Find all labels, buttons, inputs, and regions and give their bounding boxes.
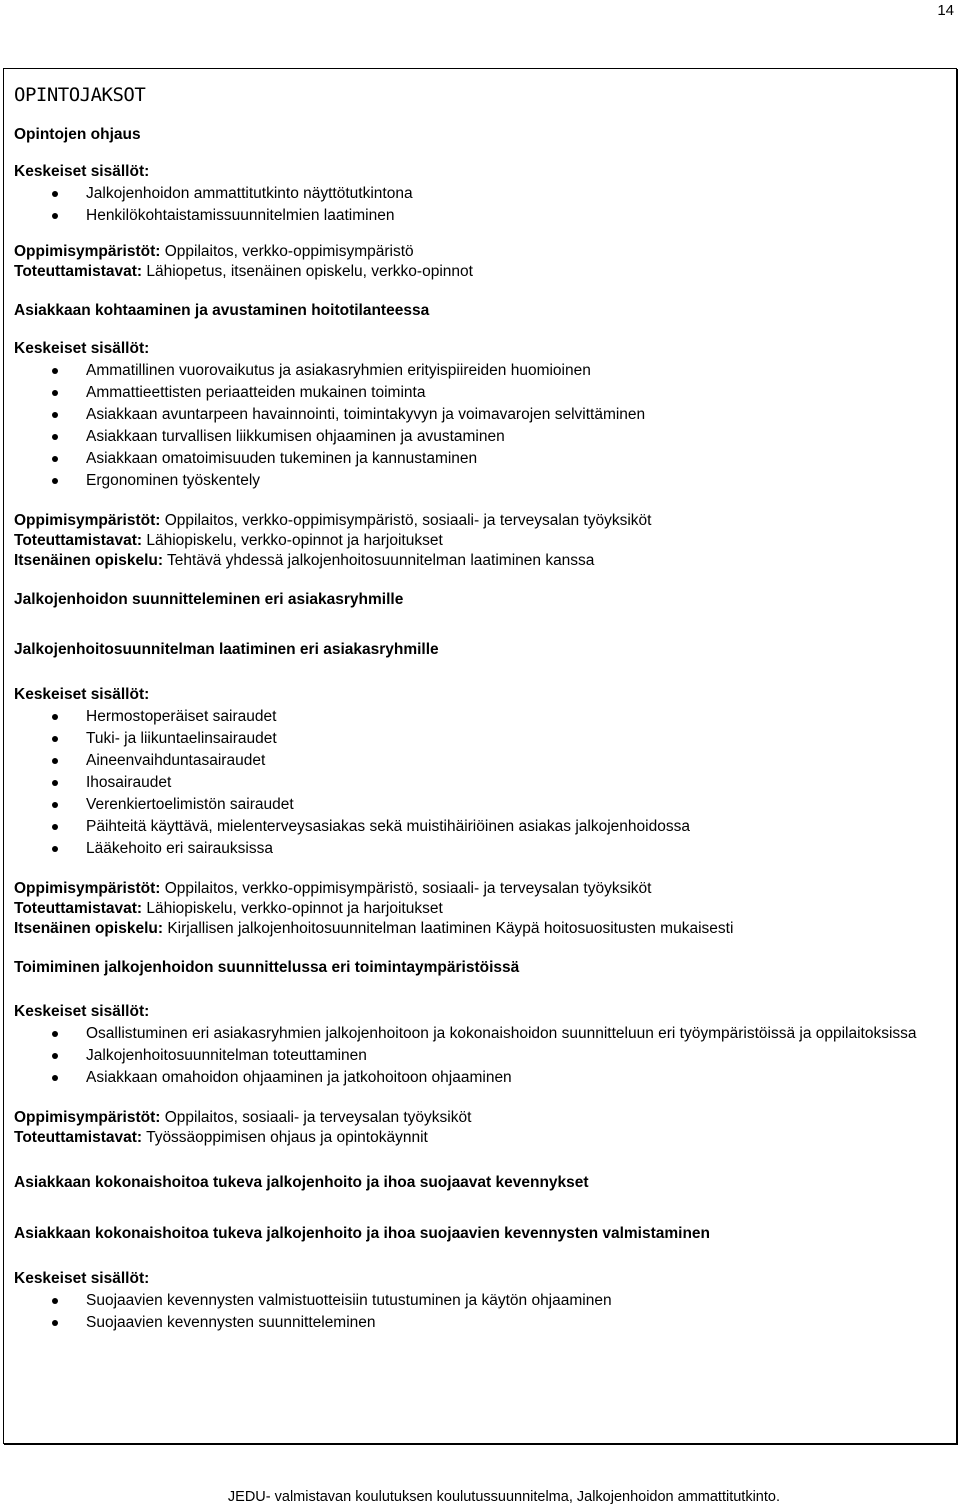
list-item: Asiakkaan omatoimisuuden tukeminen ja kannustaminen — [14, 448, 939, 470]
bullet-icon — [52, 390, 58, 396]
bullet-icon — [52, 780, 58, 786]
key-content-list — [14, 183, 939, 227]
bullet-icon — [52, 1298, 58, 1304]
content-inner — [14, 82, 939, 1334]
learning-environments — [14, 242, 939, 262]
implementation-methods — [14, 1128, 939, 1148]
independent-study-value: Tehtävä yhdessä jalkojenhoitosuunnitelman laatiminen kanssa — [167, 552, 595, 569]
independent-study-label: Itsenäinen opiskelu: — [14, 552, 164, 569]
learning-environments-value: Oppilaitos, verkko-oppimisympäristö, sosiaali- ja terveysalan työyksiköt — [164, 512, 652, 529]
list-item: Ammatillinen vuorovaikutus ja asiakasryhmien erityispiireiden huomioinen — [14, 360, 939, 382]
course-jalkojenhoitosuunnitelman-laatiminen — [14, 639, 939, 939]
course-title: Toimiminen jalkojenhoidon suunnittelussa eri toimintaympäristöissä — [14, 959, 520, 976]
page-number: 14 — [937, 2, 954, 19]
list-item: Ihosairaudet — [14, 772, 939, 794]
key-content-list — [14, 360, 939, 492]
list-item: Asiakkaan omahoidon ohjaaminen ja jatkohoitoon ohjaaminen — [14, 1067, 939, 1089]
implementation-methods-label: Toteuttamistavat: — [14, 1129, 143, 1146]
implementation-methods-value: Lähiopiskelu, verkko-opinnot ja harjoitukset — [146, 532, 443, 549]
key-content-label: Keskeiset sisällöt: — [14, 340, 150, 357]
key-content-label: Keskeiset sisällöt: — [14, 686, 150, 703]
list-item: Suojaavien kevennysten suunnitteleminen — [14, 1312, 939, 1334]
list-item: Verenkiertoelimistön sairaudet — [14, 794, 939, 816]
course-jalkojenhoidon-suunnitteleminen — [14, 589, 939, 611]
course-kevennysten-valmistaminen — [14, 1223, 939, 1334]
course-title: Asiakkaan kokonaishoitoa tukeva jalkojenhoito ja ihoa suojaavat kevennykset — [14, 1174, 589, 1191]
course-asiakkaan-kohtaaminen — [14, 300, 939, 571]
list-item: Päihteitä käyttävä, mielenterveysasiakas sekä muistihäiriöinen asiakas jalkojenhoidossa — [14, 816, 939, 838]
course-title: Jalkojenhoidon suunnitteleminen eri asiakasryhmille — [14, 591, 404, 608]
course-opintojen-ohjaus — [14, 124, 939, 282]
bullet-icon — [52, 1320, 58, 1326]
list-item: Henkilökohtaistamissuunnitelmien laatiminen — [14, 205, 939, 227]
bullet-icon — [52, 368, 58, 374]
bullet-icon — [52, 824, 58, 830]
implementation-methods-value: Lähiopetus, itsenäinen opiskelu, verkko-opinnot — [146, 263, 473, 280]
course-kokonaishoitoa-tukeva-jalkojenhoito — [14, 1172, 939, 1194]
bullet-icon — [52, 191, 58, 197]
list-item: Suojaavien kevennysten valmistuotteisiin tutustuminen ja käytön ohjaaminen — [14, 1290, 939, 1312]
bullet-icon — [52, 213, 58, 219]
independent-study-label: Itsenäinen opiskelu: — [14, 920, 164, 937]
learning-environments-label: Oppimisympäristöt: — [14, 880, 161, 897]
learning-environments-value: Oppilaitos, sosiaali- ja terveysalan työyksiköt — [164, 1109, 472, 1126]
doc-title: OPINTOJAKSOT — [14, 84, 146, 106]
list-item: Asiakkaan turvallisen liikkumisen ohjaaminen ja avustaminen — [14, 426, 939, 448]
learning-environments — [14, 511, 939, 531]
learning-environments-label: Oppimisympäristöt: — [14, 243, 161, 260]
list-item: Jalkojenhoitosuunnitelman toteuttaminen — [14, 1045, 939, 1067]
bullet-icon — [52, 1075, 58, 1081]
list-item: Asiakkaan avuntarpeen havainnointi, toimintakyvyn ja voimavarojen selvittäminen — [14, 404, 939, 426]
implementation-methods-label: Toteuttamistavat: — [14, 263, 143, 280]
independent-study-value: Kirjallisen jalkojenhoitosuunnitelman laatiminen Käypä hoitosuositusten mukaisesti — [167, 920, 734, 937]
list-item: Lääkehoito eri sairauksissa — [14, 838, 939, 860]
learning-environments-label: Oppimisympäristöt: — [14, 1109, 161, 1126]
key-content-list — [14, 1023, 939, 1089]
independent-study — [14, 551, 939, 571]
bullet-icon — [52, 736, 58, 742]
bullet-icon — [52, 846, 58, 852]
learning-environments — [14, 1108, 939, 1128]
bullet-icon — [52, 714, 58, 720]
list-item: Hermostoperäiset sairaudet — [14, 706, 939, 728]
course-title: Jalkojenhoitosuunnitelman laatiminen eri asiakasryhmille — [14, 641, 439, 658]
learning-environments-value: Oppilaitos, verkko-oppimisympäristö, sosiaali- ja terveysalan työyksiköt — [164, 880, 652, 897]
key-content-label: Keskeiset sisällöt: — [14, 1270, 150, 1287]
list-item: Ergonominen työskentely — [14, 470, 939, 492]
bullet-icon — [52, 456, 58, 462]
learning-environments — [14, 879, 939, 899]
bullet-icon — [52, 478, 58, 484]
course-toimiminen-jalkojenhoidon-suunnittelussa — [14, 957, 939, 1148]
list-item: Tuki- ja liikuntaelinsairaudet — [14, 728, 939, 750]
course-title: Asiakkaan kokonaishoitoa tukeva jalkojenhoito ja ihoa suojaavien kevennysten valmistaminen — [14, 1225, 711, 1242]
list-item: Ammattieettisten periaatteiden mukainen toiminta — [14, 382, 939, 404]
implementation-methods — [14, 899, 939, 919]
key-content-list — [14, 706, 939, 860]
course-title: Asiakkaan kohtaaminen ja avustaminen hoitotilanteessa — [14, 302, 430, 319]
list-item: Jalkojenhoidon ammattitutkinto näyttötutkintona — [14, 183, 939, 205]
key-content-label: Keskeiset sisällöt: — [14, 1003, 150, 1020]
list-item: Aineenvaihduntasairaudet — [14, 750, 939, 772]
key-content-label: Keskeiset sisällöt: — [14, 163, 150, 180]
bullet-icon — [52, 758, 58, 764]
implementation-methods-value: Lähiopiskelu, verkko-opinnot ja harjoitukset — [146, 900, 443, 917]
implementation-methods — [14, 262, 939, 282]
implementation-methods-value: Työssäoppimisen ohjaus ja opintokäynnit — [146, 1129, 428, 1146]
bullet-icon — [52, 802, 58, 808]
learning-environments-value: Oppilaitos, verkko-oppimisympäristö — [164, 243, 414, 260]
course-title: Opintojen ohjaus — [14, 126, 141, 143]
bullet-icon — [52, 412, 58, 418]
implementation-methods-label: Toteuttamistavat: — [14, 532, 143, 549]
content-box — [3, 68, 957, 1444]
bullet-icon — [52, 434, 58, 440]
list-item: Osallistuminen eri asiakasryhmien jalkojenhoitoon ja kokonaishoidon suunnitteluun eri työympäristöissä ja oppilaitoksissa — [14, 1023, 939, 1045]
bullet-icon — [52, 1053, 58, 1059]
implementation-methods-label: Toteuttamistavat: — [14, 900, 143, 917]
bullet-icon — [52, 1031, 58, 1037]
key-content-list — [14, 1290, 939, 1334]
learning-environments-label: Oppimisympäristöt: — [14, 512, 161, 529]
implementation-methods — [14, 531, 939, 551]
independent-study — [14, 919, 939, 939]
page-footer: JEDU- valmistavan koulutuksen koulutussuunnitelma, Jalkojenhoidon ammattitutkinto. — [227, 1489, 780, 1505]
